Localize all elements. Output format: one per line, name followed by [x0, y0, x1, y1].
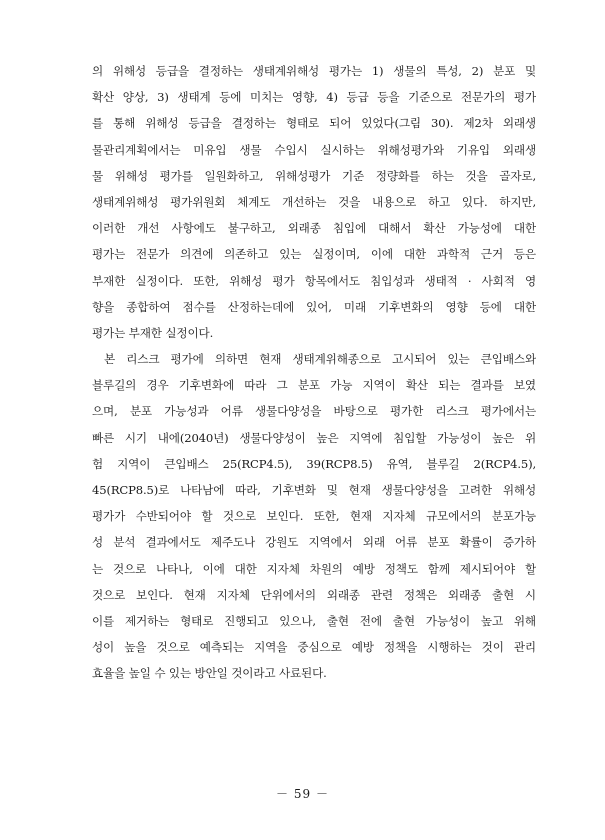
- body-text: [92, 58, 536, 687]
- text-line: 효율을 높일 수 있는 방안일 것이라고 사료된다.: [92, 666, 327, 681]
- text-line: 평가가 수반되어야 할 것으로 보인다. 또한, 현재 지자체 규모에서의 분포가능: [92, 509, 536, 524]
- text-line: 부재한 실정이다. 또한, 위해성 평가 항목에서도 침입성과 생태적 · 사회적 영: [92, 273, 536, 288]
- text-line: 이러한 개선 사항에도 불구하고, 외래종 침입에 대해서 확산 가능성에 대한: [92, 221, 536, 236]
- text-line: 의 위해성 등급을 결정하는 생태계위해성 평가는 1) 생물의 특성, 2) 분포 및: [92, 64, 536, 78]
- text-line: 험 지역이 큰입배스 25(RCP4.5), 39(RCP8.5) 유역, 블루길 2(RCP4.5),: [92, 456, 536, 471]
- text-line: 를 통해 위해성 등급을 결정하는 형태로 되어 있었다(그림 30). 제2차 외래생: [92, 116, 536, 131]
- text-line: 45(RCP8.5)로 나타남에 따라, 기후변화 및 현재 생물다양성을 고려한 위해성: [92, 483, 536, 497]
- page-number: － 59 －: [276, 787, 329, 801]
- paragraph-1: [92, 58, 536, 346]
- text-line: 물관리계획에서는 미유입 생물 수입시 실시하는 위해성평가와 기유입 외래생: [92, 142, 536, 157]
- text-line: 블루길의 경우 기후변화에 따라 그 분포 가능 지역이 확산 되는 결과를 보였: [92, 378, 536, 393]
- text-line: 물 위해성 평가를 일원화하고, 위해성평가 기준 정량화를 하는 것을 골자로,: [92, 168, 536, 183]
- text-line: 는 것으로 나타나, 이에 대한 지자체 차원의 예방 정책도 함께 제시되어야 할: [92, 561, 536, 576]
- text-line: 본 리스크 평가에 의하면 현재 생태계위해종으로 고시되어 있는 큰입배스와: [104, 352, 536, 367]
- text-line: 성 분석 결과에서도 제주도나 강원도 지역에서 외래 어류 분포 확률이 증가하: [92, 535, 536, 550]
- text-line: 것으로 보인다. 현재 지자체 단위에서의 외래종 관련 정책은 외래종 출현 시: [92, 587, 536, 602]
- text-line: 생태계위해성 평가위원회 체계도 개선하는 것을 내용으로 하고 있다. 하지만,: [92, 194, 536, 209]
- text-line: 빠른 시기 내에(2040년) 생물다양성이 높은 지역에 침입할 가능성이 높은 위: [92, 430, 536, 445]
- text-line: 평가는 부재한 실정이다.: [92, 325, 214, 340]
- text-line: 확산 양상, 3) 생태계 등에 미치는 영향, 4) 등급 등을 기준으로 전문가의 평가: [92, 90, 536, 105]
- text-line: 이를 제거하는 형태로 진행되고 있으나, 출현 전에 출현 가능성이 높고 위해: [92, 613, 536, 628]
- paragraph-2: [92, 346, 536, 686]
- text-line: 성이 높을 것으로 예측되는 지역을 중심으로 예방 정책을 시행하는 것이 관리: [92, 640, 536, 655]
- text-line: 향을 종합하여 점수를 산정하는데에 있어, 미래 기후변화의 영향 등에 대한: [92, 299, 536, 314]
- text-line: 으며, 분포 가능성과 어류 생물다양성을 바탕으로 평가한 리스크 평가에서는: [92, 404, 536, 419]
- text-line: 평가는 전문가 의견에 의존하고 있는 실정이며, 이에 대한 과학적 근거 등은: [92, 247, 536, 262]
